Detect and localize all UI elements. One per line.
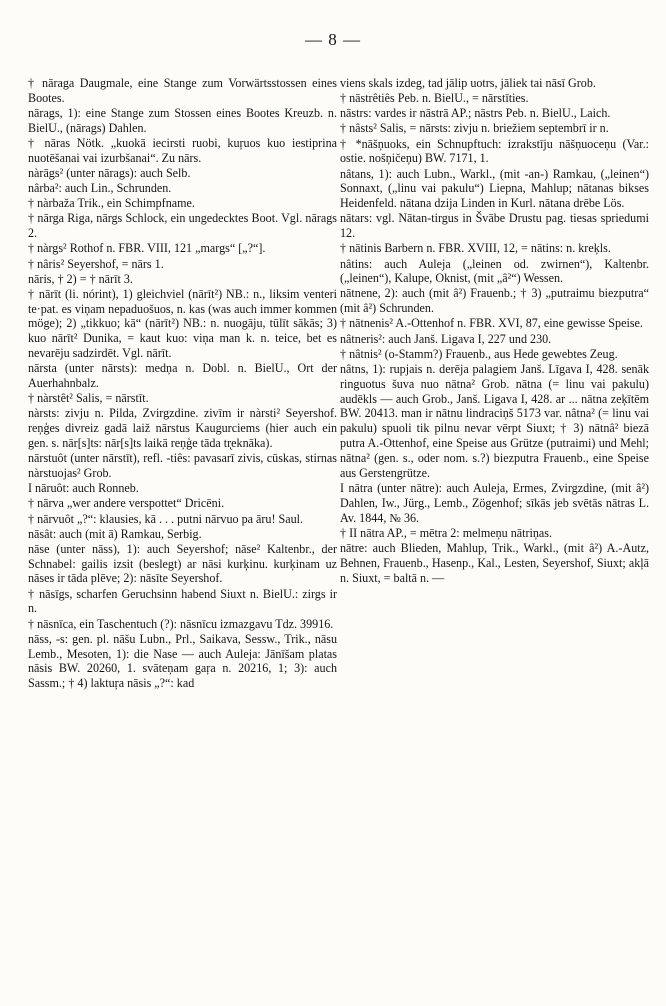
entry-narsts: nàrsts: zivju n. Pilda, Zvirgzdine. zivīm ir nàrsti² Seyershof. reņģes divreiz gadā laiž nārstus Kaugurciems (hier auch ein gen. s. nār[s]ts: nār[s]ts laikā reņģe tāda tr̨eknāka).	[28, 406, 337, 451]
entry-narvuot: † nārvuôt „?“: klausies, kā . . . putni nārvuo pa āru! Saul.	[28, 511, 304, 526]
entry-narbaza: † nàrbaža Trik., ein Schimpfname.	[28, 196, 195, 211]
entry-natinis: † nātinis Barbern n. FBR. XVIII, 12, = nātins: n. kreķls.	[340, 241, 611, 256]
entry-nastretis: † nāstrêtiês Peb. n. BielU., = nārstīties.	[340, 91, 529, 106]
entry-nastrs: nāstrs: vardes ir nāstrā AP.; nāstrs Peb. n. BielU., Laich.	[340, 106, 611, 121]
entry-naris: nāris, † 2) = † nārīt 3.	[28, 271, 133, 286]
entry-natnenis: † nātnenis² A.-Ottenhof n. FBR. XVI, 87, eine gewisse Speise.	[340, 316, 643, 331]
right-column	[340, 76, 649, 586]
entry-narga: † nārga Riga, nārgs Schlock, ein ungedecktes Boot. Vgl. nārags 2.	[28, 211, 337, 241]
entry-natre: nātre: auch Blieden, Mahlup, Trik., Warkl., (mit â²) A.-Autz, Behnen, Frauenb., Hasenp., Kal., Lesten, Seyershof, Siuxt; akļā n. Siuxt, = baltā n. —	[340, 540, 649, 585]
entry-nasat: nāsât: auch (mit ā) Ramkau, Serbig.	[28, 526, 202, 541]
entry-nasigs: † nāsīgs, scharfen Geruchsinn habend Siuxt n. BielU.: zirgs ir n.	[28, 586, 337, 616]
entry-natnis: † nâtnis² (o-Stamm?) Frauenb., aus Hede gewebtes Zeug.	[340, 346, 618, 361]
entry-narva: † nārva „wer andere verspottet“ Dricēni.	[28, 496, 225, 511]
entry-natans: nâtans, 1): auch Lubn., Warkl., (mit -an-) Ramkau, („leinen“) Sonnaxt, („linu vai pakulu“) Liepna, Mahlup; nātanas bikses Heidenfeld. nātana dzija Linden in Kurl. nātana drēbe Lös.	[340, 166, 649, 211]
entry-continuation: viens skals izdeg, tad jālip uotrs, jāliek tai nāsī Grob.	[340, 76, 596, 90]
entry-nargs: † nàrgs² Rothof n. FBR. VIII, 121 „margs“ [„?“].	[28, 241, 266, 256]
entry-natra-1: I nātra (unter nātre): auch Auleja, Ermes, Zvirgzdine, (mit â²) Dahlen, Iw., Jürg., Lemb., Zögenhof; sīkās jeb svētās nātras L. Av. 1844, № 36.	[340, 480, 649, 525]
entry-narstet: † nàrstêt² Salis, = nārstīt.	[28, 391, 149, 406]
entry-naris-2: † nâris² Seyershof, = nārs 1.	[28, 256, 164, 271]
left-column	[28, 76, 337, 691]
entry-nase: nāse (unter nāss), 1): auch Seyershof; nāse² Kaltenbr., der Schnabel: gailis izsit (beslegt) ar nāsi kurķinu. kurķinam uz nāses ir tāda plēve; 2): nāsīte Seyershof.	[28, 541, 337, 586]
entry-narit: † nārīt (li. nórint), 1) gleichviel (nārīt²) NB.: n., liksim venteri te·pat. es viņam nepaduošuos, n. kas (was auch immer kommen möge); 2) „tikkuo; kā“ (nārīt²) NB.: n. nuogāju, tūlīt sākās; 3) kuo nārīt² Dunika, = kaut kuo: viņa man k. n. teice, bet es nevarēju sadzirdēt. Vgl. nārīt.	[28, 286, 337, 361]
entry-naraga: † nāraga Daugmale, eine Stange zum Vorwärtsstossen eines Bootes.	[28, 76, 337, 105]
entry-natnene: nātnene, 2): auch (mit â²) Frauenb.; † 3) „putraimu biezputra“ (mit â²) Schrunden.	[340, 286, 649, 316]
entry-nasnica: † nāsnīca, ein Taschentuch (?): nāsnīcu izmazgavu Tdz. 39916.	[28, 616, 334, 631]
entry-natneris: nâtneris²: auch Janš. Ligava I, 227 und 230.	[340, 331, 552, 346]
entry-naraags: nàrāgs² (unter nārags): auch Selb.	[28, 165, 191, 180]
entry-naras: † nāras Nötk. „kuokā iecirsti ruobi, kuŗuos kuo iestiprina nuotēšanai vai izurbšanai“. Zu nārs.	[28, 135, 337, 165]
entry-natins: nâtins: auch Auleja („leinen od. zwirnen“), Kaltenbr. („leinen“), Kalupe, Oknist, (mit „â²“) Wessen.	[340, 256, 649, 286]
entry-naruot: I nāruôt: auch Ronneb.	[28, 481, 139, 496]
entry-nasnuoks: † *nāšņuoks, ein Schnupftuch: izrakstīju nāšņuoceņu (Var.: ostie. nošņičeņu) BW. 7171, 1.	[340, 136, 649, 166]
entry-natars: nātars: vgl. Nātan-tirgus in Švābe Drustu pag. tiesas spriedumi 12.	[340, 211, 649, 241]
entry-narba: nârba²: auch Lin., Schrunden.	[28, 181, 172, 196]
entry-nass: nāss, -s: gen. pl. nāšu Lubn., Prl., Saikava, Sessw., Trik., nāsu Lemb., Mesoten, 1): die Nase — auch Auleja: Jānīšam platas nāsis BW. 20260, 1. svāteņam gaŗa n. 20216, 1; 3): auch Sassm.; † 4) laktuŗa nāsis „?“: kad	[28, 631, 337, 691]
entry-natns: nâtns, 1): rupjais n. derēja palagiem Janš. Līgava I, 428. senāk ringuotus šuva nuo nātna² Grob. nātna (= linu vai pakulu) audēkls — auch Grob., Janš. Ligava I, 428. ar ... nātna zeķītēm BW. 20413. man ir nātnu lindraciņš 5173 var. nâtna² (= linu vai pakulu) spuoli tik pilnu nevar vērpt Siuxt; † 3) nātnâ² biezā putra A.-Ottenhof, eine Speise aus Grütze (putraimi) und Mehl; nātna² (gen. s., oder nom. s.?) biezputra Frauenb., eine Speise aus Gerstengrütze.	[340, 361, 649, 480]
entry-natra-2: † II nātra AP., = mētra 2: melmeņu nātriņas.	[340, 525, 553, 540]
page-number: — 8 —	[305, 30, 361, 49]
entry-narags: nārags, 1): eine Stange zum Stossen eines Bootes Kreuzb. n. BielU., (nārags) Dahlen.	[28, 105, 337, 135]
entry-narstuot: nārstuôt (unter nārstīt), refl. -tiês: pavasarī zivis, cūskas, stirnas nàrstuojas² Grob.	[28, 451, 337, 481]
entry-narsta: nārsta (unter nārsts): medņa n. Dobl. n. BielU., Ort der Auerhahnbalz.	[28, 361, 337, 391]
entry-nasts: † nâsts² Salis, = nārsts: zivju n. briežiem septembrī ir n.	[340, 121, 609, 136]
